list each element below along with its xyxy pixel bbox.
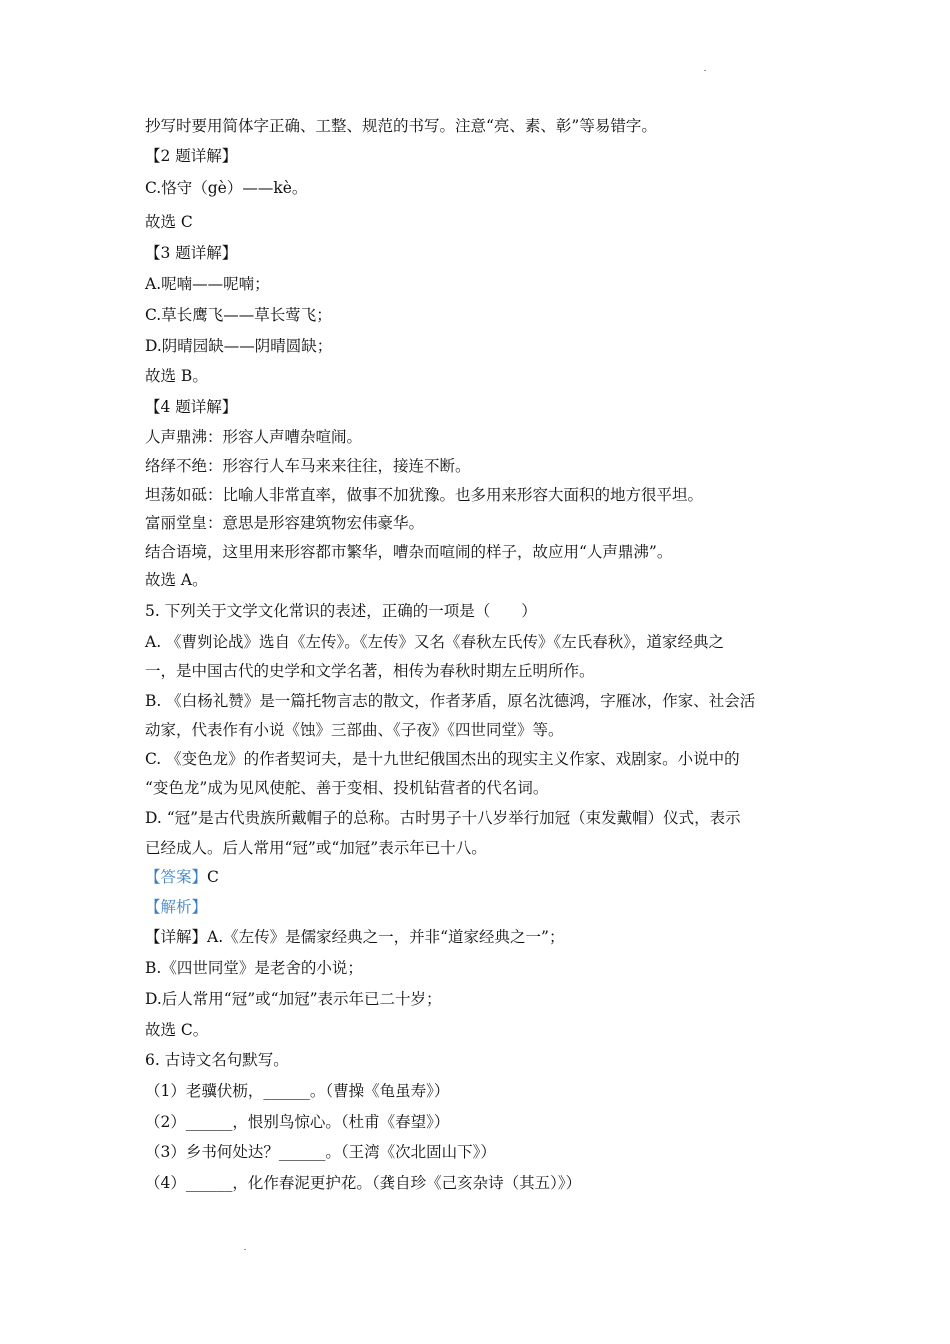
text-line: 人声鼎沸：形容人声嘈杂喧闹。 xyxy=(145,428,363,446)
option-b-line-1: B. 《白杨礼赞》是一篇托物言志的散文，作者茅盾，原名沈德鸿，字雁冰，作家、社会活 xyxy=(145,692,756,710)
answer-line xyxy=(145,866,805,888)
section-heading-2: 【2 题详解】 xyxy=(145,147,238,165)
text-line: C.草长鹰飞——草长莺飞； xyxy=(145,306,332,324)
scan-dot xyxy=(704,70,706,71)
text-line: C.恪守（gè）——kè。 xyxy=(145,179,308,197)
option-a-line-2: 一，是中国古代的史学和文学名著，相传为春秋时期左丘明所作。 xyxy=(145,662,595,680)
text-line: 结合语境，这里用来形容都市繁华，嘈杂而喧闹的样子，故应用“人声鼎沸”。 xyxy=(145,543,673,561)
option-d-line-1: D. “冠”是古代贵族所戴帽子的总称。古时男子十八岁举行加冠（束发戴帽）仪式，表示 xyxy=(145,809,741,827)
answer-tag: 【答案】 xyxy=(145,868,208,886)
option-a-line-1: A. 《曹刿论战》选自《左传》。《左传》又名《春秋左氏传》《左氏春秋》，道家经典之 xyxy=(145,633,725,651)
text-line: 故选 C。 xyxy=(145,1021,209,1039)
detail-line xyxy=(145,926,805,948)
option-c-line-2: “变色龙”成为见风使舵、善于变相、投机钻营者的代名词。 xyxy=(145,779,549,797)
text-line: 故选 B。 xyxy=(145,367,208,385)
text-line: D.后人常用“冠”或“加冠”表示年已二十岁； xyxy=(145,990,442,1008)
text-line: 故选 A。 xyxy=(145,571,208,589)
text-line: 富丽堂皇：意思是形容建筑物宏伟豪华。 xyxy=(145,514,425,532)
section-heading-4: 【4 题详解】 xyxy=(145,398,238,416)
text-line: 故选 C xyxy=(145,213,193,231)
fill-blank-4: （4）______，化作春泥更护花。（龚自珍《己亥杂诗（其五）》） xyxy=(145,1174,582,1192)
detail-text: A.《左传》是儒家经典之一，并非“道家经典之一”； xyxy=(207,928,565,946)
option-b-line-2: 动家，代表作有小说《蚀》三部曲、《子夜》《四世同堂》等。 xyxy=(145,721,564,739)
text-line: A.呢喃——呢喃； xyxy=(145,275,270,293)
fill-blank-1: （1）老骥伏枥，______。（曹操《龟虽寿》） xyxy=(145,1082,450,1100)
fill-blank-2: （2）______，恨别鸟惊心。（杜甫《春望》） xyxy=(145,1113,450,1131)
text-line: B.《四世同堂》是老舍的小说； xyxy=(145,959,363,977)
text-line: 坦荡如砥：比喻人非常直率，做事不加犹豫。也多用来形容大面积的地方很平坦。 xyxy=(145,486,704,504)
text-line: 抄写时要用简体字正确、工整、规范的书写。注意“亮、素、彰”等易错字。 xyxy=(145,117,657,135)
scan-dot xyxy=(244,1249,246,1250)
detail-tag: 【详解】 xyxy=(145,928,208,946)
option-d-line-2: 已经成人。后人常用“冠”或“加冠”表示年已十八。 xyxy=(145,839,487,857)
question-6-stem: 6. 古诗文名句默写。 xyxy=(145,1051,289,1069)
analysis-tag: 【解析】 xyxy=(145,898,208,916)
fill-blank-3: （3）乡书何处达？______。（王湾《次北固山下》） xyxy=(145,1143,496,1161)
question-5-stem: 5. 下列关于文学文化常识的表述，正确的一项是（ ） xyxy=(145,602,537,620)
option-c-line-1: C. 《变色龙》的作者契诃夫，是十九世纪俄国杰出的现实主义作家、戏剧家。小说中的 xyxy=(145,750,740,768)
section-heading-3: 【3 题详解】 xyxy=(145,244,238,262)
text-line: D.阴晴园缺——阴晴圆缺； xyxy=(145,337,333,355)
answer-value: C xyxy=(207,868,219,886)
text-line: 络绎不绝：形容行人车马来来往往，接连不断。 xyxy=(145,457,471,475)
